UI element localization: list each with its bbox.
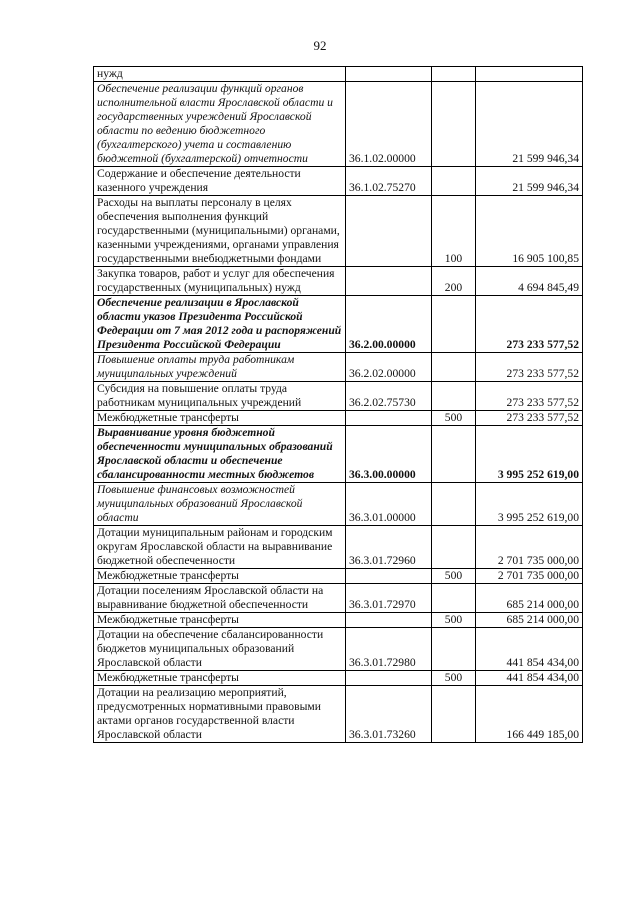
row-type-cell: 100 [432,196,476,267]
row-type-cell: 500 [432,569,476,584]
row-code-cell [346,411,432,426]
row-amount-cell: 685 214 000,00 [476,613,583,628]
row-code-cell [346,671,432,686]
row-code-cell: 36.1.02.75270 [346,167,432,196]
table-row [94,411,583,426]
row-type-cell: 200 [432,267,476,296]
row-name-cell: Межбюджетные трансферты [94,613,346,628]
row-type-cell [432,686,476,743]
row-name-cell: нужд [94,67,346,82]
row-code-cell [346,613,432,628]
row-code-cell: 36.2.00.00000 [346,296,432,353]
table-row [94,483,583,526]
row-amount-cell: 685 214 000,00 [476,584,583,613]
budget-table [93,66,583,743]
row-code-cell [346,67,432,82]
row-amount-cell: 273 233 577,52 [476,353,583,382]
row-name-cell: Субсидия на повышение оплаты труда работникам муниципальных учреждений [94,382,346,411]
row-type-cell: 500 [432,671,476,686]
row-name-cell: Содержание и обеспечение деятельности казенного учреждения [94,167,346,196]
row-amount-cell [476,67,583,82]
row-name-cell: Повышение оплаты труда работникам муниципальных учреждений [94,353,346,382]
table-row [94,526,583,569]
row-name-cell: Обеспечение реализации в Ярославской области указов Президента Российской Федерации от 7 мая 2012 года и распоряжений Президента Российской Федерации [94,296,346,353]
row-type-cell [432,382,476,411]
row-code-cell: 36.3.01.72980 [346,628,432,671]
table-row [94,613,583,628]
table-row [94,584,583,613]
row-code-cell: 36.3.01.72960 [346,526,432,569]
row-name-cell: Повышение финансовых возможностей муниципальных образований Ярославской области [94,483,346,526]
row-code-cell: 36.3.00.00000 [346,426,432,483]
row-amount-cell: 21 599 946,34 [476,167,583,196]
row-code-cell: 36.2.02.75730 [346,382,432,411]
row-name-cell: Расходы на выплаты персоналу в целях обеспечения выполнения функций государственными (муниципальными) органами, казенными учреждениями, органами управления государственными внебюджетными фондами [94,196,346,267]
row-type-cell: 500 [432,411,476,426]
row-amount-cell: 441 854 434,00 [476,671,583,686]
row-amount-cell: 166 449 185,00 [476,686,583,743]
table-row [94,67,583,82]
row-name-cell: Межбюджетные трансферты [94,411,346,426]
row-name-cell: Дотации на обеспечение сбалансированности бюджетов муниципальных образований Ярославской области [94,628,346,671]
row-code-cell: 36.3.01.72970 [346,584,432,613]
row-type-cell: 500 [432,613,476,628]
table-row [94,382,583,411]
table-row [94,353,583,382]
table-row [94,569,583,584]
row-name-cell: Дотации поселениям Ярославской области на выравнивание бюджетной обеспеченности [94,584,346,613]
row-amount-cell: 273 233 577,52 [476,296,583,353]
row-type-cell [432,426,476,483]
row-name-cell: Дотации муниципальным районам и городским округам Ярославской области на выравнивание бюджетной обеспеченности [94,526,346,569]
table-row [94,167,583,196]
row-amount-cell: 441 854 434,00 [476,628,583,671]
row-amount-cell: 16 905 100,85 [476,196,583,267]
row-type-cell [432,526,476,569]
row-amount-cell: 4 694 845,49 [476,267,583,296]
table-row [94,426,583,483]
row-type-cell [432,67,476,82]
row-code-cell: 36.3.01.73260 [346,686,432,743]
table-row [94,628,583,671]
row-name-cell: Закупка товаров, работ и услуг для обеспечения государственных (муниципальных) нужд [94,267,346,296]
row-code-cell: 36.2.02.00000 [346,353,432,382]
table-row [94,82,583,167]
row-type-cell [432,82,476,167]
row-code-cell: 36.3.01.00000 [346,483,432,526]
row-name-cell: Межбюджетные трансферты [94,671,346,686]
budget-table-body [94,67,583,743]
row-type-cell [432,628,476,671]
row-code-cell [346,267,432,296]
table-row [94,671,583,686]
row-amount-cell: 273 233 577,52 [476,411,583,426]
row-code-cell [346,196,432,267]
row-amount-cell: 3 995 252 619,00 [476,426,583,483]
table-row [94,686,583,743]
row-amount-cell: 2 701 735 000,00 [476,569,583,584]
page-number: 92 [313,38,327,53]
row-type-cell [432,296,476,353]
row-name-cell: Дотации на реализацию мероприятий, предусмотренных нормативными правовыми актами органов государственной власти Ярославской области [94,686,346,743]
row-type-cell [432,584,476,613]
row-amount-cell: 21 599 946,34 [476,82,583,167]
table-row [94,267,583,296]
table-row [94,196,583,267]
row-name-cell: Обеспечение реализации функций органов исполнительной власти Ярославской области и государственных учреждений Ярославской области по ведению бюджетного (бухгалтерского) учета и составлению бюджетной (бухгалтерской) отчетности [94,82,346,167]
row-code-cell [346,569,432,584]
row-type-cell [432,483,476,526]
table-row [94,296,583,353]
row-type-cell [432,353,476,382]
row-amount-cell: 2 701 735 000,00 [476,526,583,569]
row-code-cell: 36.1.02.00000 [346,82,432,167]
row-amount-cell: 273 233 577,52 [476,382,583,411]
row-name-cell: Выравнивание уровня бюджетной обеспеченности муниципальных образований Ярославской области и обеспечение сбалансированности местных бюджетов [94,426,346,483]
row-name-cell: Межбюджетные трансферты [94,569,346,584]
row-amount-cell: 3 995 252 619,00 [476,483,583,526]
row-type-cell [432,167,476,196]
